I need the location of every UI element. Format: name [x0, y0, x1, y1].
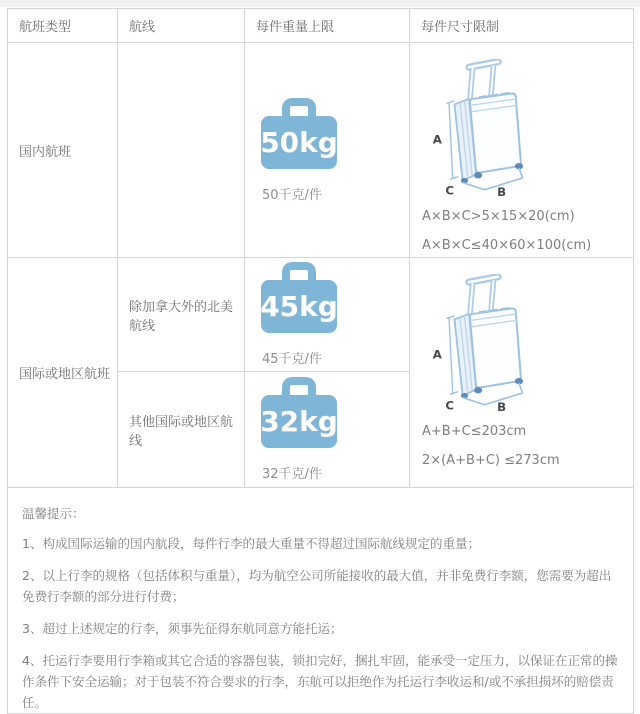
notes-cell	[8, 488, 634, 714]
luggage-handle-icon	[282, 262, 316, 281]
table-row	[8, 258, 634, 372]
table-header-row	[8, 9, 634, 43]
weight-cell	[245, 258, 410, 372]
dimension-label-c: C	[445, 183, 455, 197]
size-limit-line: A×B×C>5×15×20(cm)	[422, 209, 575, 224]
header-size-limit: 每件尺寸限制	[410, 9, 634, 43]
size-limit-line: A+B+C≤203cm	[422, 424, 527, 439]
size-limit-line: 2×(A+B+C) ≤273cm	[422, 453, 560, 468]
dimension-label-a: A	[432, 347, 442, 362]
route-cell: 其他国际或地区航线	[118, 372, 245, 488]
baggage-rules-table	[7, 8, 634, 714]
weight-block	[261, 377, 337, 482]
weight-cell	[245, 43, 410, 258]
note-item: 1、构成国际运输的国内航段，每件行李的最大重量不得超过国际航线规定的重量；	[22, 536, 480, 551]
weight-block	[261, 98, 337, 203]
notes-row	[8, 488, 634, 714]
table-row	[8, 43, 634, 258]
dimension-label-b: B	[497, 400, 507, 412]
header-route: 航线	[118, 9, 245, 43]
route-cell	[118, 43, 245, 258]
note-item: 3、超过上述规定的行李，须事先征得东航同意方能托运；	[22, 621, 343, 636]
size-limit-line: A×B×C≤40×60×100(cm)	[422, 238, 592, 253]
luggage-handle-icon	[282, 377, 316, 396]
suitcase-dimensions-icon	[428, 274, 530, 412]
weight-per-piece-label: 50千克/件	[262, 187, 322, 203]
size-cell	[410, 43, 634, 258]
weight-badge-value: 50kg	[261, 116, 337, 169]
weight-cell	[245, 372, 410, 488]
route-cell: 除加拿大外的北美航线	[118, 258, 245, 372]
weight-badge-value: 32kg	[261, 395, 337, 448]
header-flight-type: 航班类型	[8, 9, 118, 43]
dimension-label-b: B	[497, 185, 507, 197]
notes-title: 温馨提示：	[22, 506, 85, 521]
flight-type-cell: 国内航班	[8, 43, 118, 258]
note-item: 2、以上行李的规格（包括体积与重量），均为航空公司所能接收的最大值，并非免费行李额，您需要为超出免费行李额的部分进行付费；	[22, 568, 612, 604]
luggage-weight-icon	[261, 98, 337, 169]
flight-type-cell: 国际或地区航班	[8, 258, 118, 488]
luggage-weight-icon	[261, 262, 337, 333]
size-cell	[410, 258, 634, 488]
dimension-label-c: C	[445, 398, 455, 412]
weight-per-piece-label: 32千克/件	[262, 467, 322, 482]
dimension-label-a: A	[432, 132, 442, 147]
weight-block	[261, 262, 337, 367]
weight-badge-value: 45kg	[261, 280, 337, 333]
header-weight-limit: 每件重量上限	[245, 9, 410, 43]
luggage-weight-icon	[261, 377, 337, 448]
suitcase-dimensions-icon	[428, 59, 530, 197]
note-item: 4、托运行李要用行李箱或其它合适的容器包装，锁扣完好，捆扎牢固，能承受一定压力，以保证在正常的操作条件下安全运输；对于包装不符合要求的行李，东航可以拒绝作为托运行李收运和/或不承担损坏的赔偿责任。	[22, 653, 618, 710]
weight-per-piece-label: 45千克/件	[262, 352, 322, 367]
luggage-handle-icon	[282, 98, 316, 117]
page-top-strip	[0, 0, 640, 7]
